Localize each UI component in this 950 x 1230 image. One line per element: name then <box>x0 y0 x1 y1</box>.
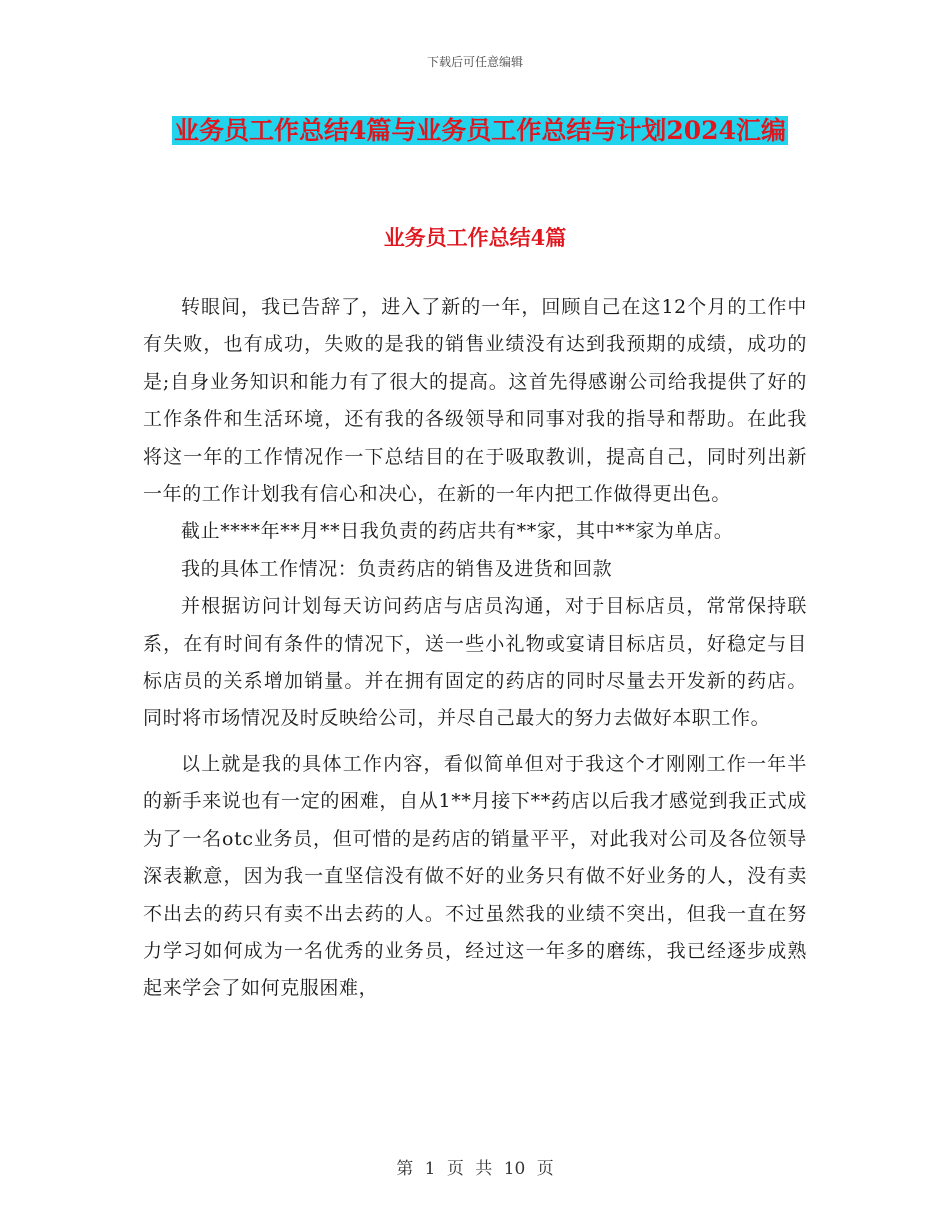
body-paragraph: 我的具体工作情况：负责药店的销售及进货和回款 <box>181 557 613 580</box>
document-title <box>140 108 820 154</box>
body-paragraph: 并根据访问计划每天访问药店与店员沟通，对于目标店员，常常保持联系，在有时间有条件的情况下，送一些小礼物或宴请目标店员，好稳定与目标店员的关系增加销量。并在拥有固定的药店的同时尽量去开发新的药店。同时将市场情况及时反映给公司，并尽自己最大的努力去做好本职工作。 <box>143 595 807 730</box>
document-body <box>143 289 807 1008</box>
page-header-note: 下载后可任意编辑 <box>426 55 523 69</box>
body-paragraph: 以上就是我的具体工作内容，看似简单但对于我这个才刚刚工作一年半的新手来说也有一定的困难，自从1**月接下**药店以后我才感觉到我正式成为了一名otc业务员，但可惜的是药店的销量平平，对此我对公司及各位领导深表歉意，因为我一直坚信没有做不好的业务只有做不好业务的人，没有卖不出去的药只有卖不出去药的人。不过虽然我的业绩不突出，但我一直在努力学习如何成为一名优秀的业务员，经过这一年多的磨练，我已经逐步成熟起来学会了如何克服困难， <box>143 752 807 1000</box>
body-paragraph: 截止****年**月**日我负责的药店共有**家，其中**家为单店。 <box>181 520 734 543</box>
section-title: 业务员工作总结4篇 <box>383 225 567 250</box>
body-paragraph: 转眼间，我已告辞了，进入了新的一年，回顾自己在这12个月的工作中有失败，也有成功，失败的是我的销售业绩没有达到我预期的成绩，成功的是;自身业务知识和能力有了很大的提高。这首先得感谢公司给我提供了好的工作条件和生活环境，还有我的各级领导和同事对我的指导和帮助。在此我将这一年的工作情况作一下总结目的在于吸取教训，提高自己，同时列出新一年的工作计划我有信心和决心，在新的一年内把工作做得更出色。 <box>143 296 807 506</box>
document-title-text: 业务员工作总结4篇与业务员工作总结与计划2024汇编 <box>174 116 786 145</box>
page-number-footer: 第 1 页 共 10 页 <box>396 1159 554 1179</box>
